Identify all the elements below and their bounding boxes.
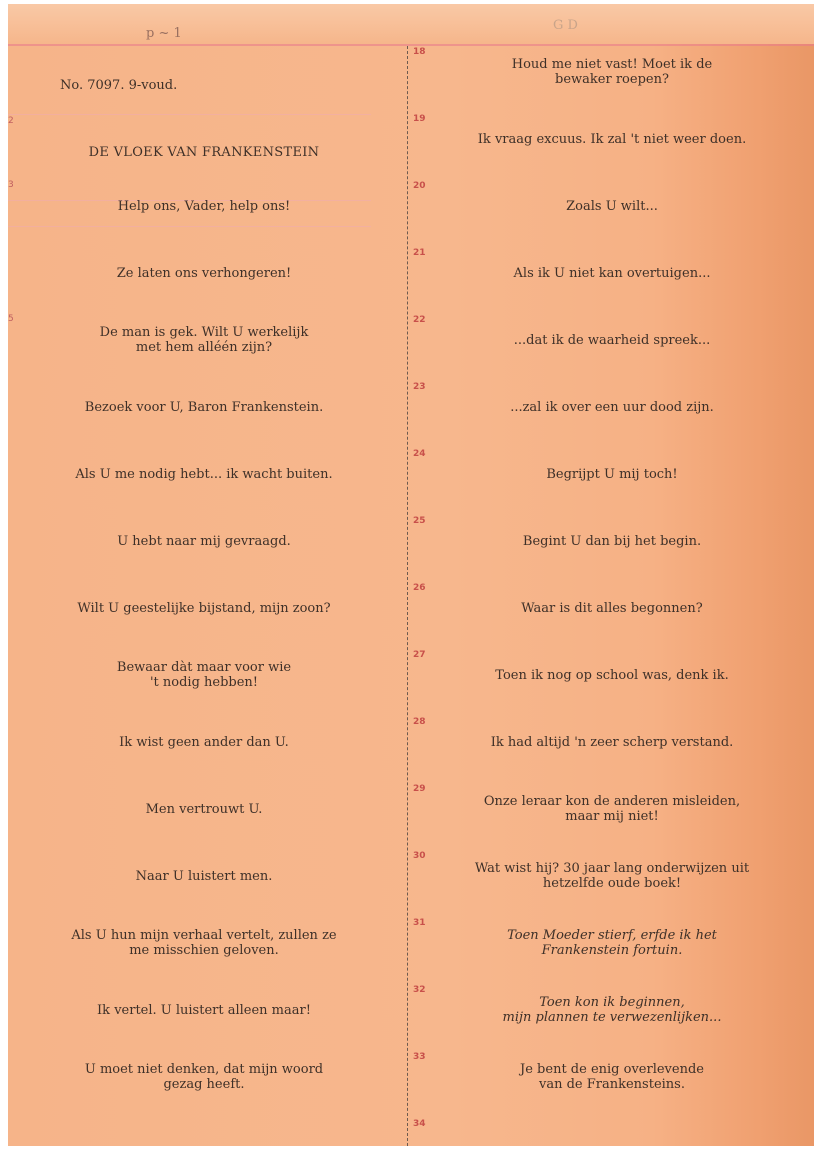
left-subtitle-line: Ik wist geen ander dan U. bbox=[119, 734, 289, 750]
right-subtitle-line: Als ik U niet kan overtuigen... bbox=[513, 265, 711, 281]
left-subtitle-line: Als U me nodig hebt... ik wacht buiten. bbox=[75, 466, 333, 482]
margin-mark: 5 bbox=[8, 314, 14, 324]
left-subtitle-line: Help ons, Vader, help ons! bbox=[117, 198, 291, 214]
line-number: 22 bbox=[413, 315, 426, 325]
left-subtitle-line: Naar U luistert men. bbox=[135, 868, 273, 884]
left-subtitle-line: U hebt naar mij gevraagd. bbox=[117, 533, 291, 549]
document-number: No. 7097. 9-voud. bbox=[60, 78, 178, 93]
line-number: 33 bbox=[413, 1052, 426, 1062]
line-number: 26 bbox=[413, 583, 426, 593]
line-number: 29 bbox=[413, 784, 426, 794]
left-subtitle-line: Ze laten ons verhongeren! bbox=[116, 265, 292, 281]
right-subtitle-line: Wat wist hij? 30 jaar lang onderwijzen uit hetzelfde oude boek! bbox=[474, 861, 750, 891]
right-subtitle-line: Toen kon ik beginnen, mijn plannen te verwezenlijken... bbox=[502, 995, 722, 1025]
right-subtitle-line: Begint U dan bij het begin. bbox=[522, 533, 702, 549]
right-subtitle-line: Begrijpt U mij toch! bbox=[546, 466, 678, 482]
line-number: 34 bbox=[413, 1119, 426, 1129]
handwritten-mark: p ~ 1 bbox=[146, 26, 182, 41]
line-number: 28 bbox=[413, 717, 426, 727]
line-number: 30 bbox=[413, 851, 426, 861]
margin-mark: 2 bbox=[8, 116, 14, 126]
left-subtitle-line: De man is gek. Wilt U werkelijk met hem alléén zijn? bbox=[99, 325, 309, 355]
line-number: 25 bbox=[413, 516, 426, 526]
line-number: 32 bbox=[413, 985, 426, 995]
header-band bbox=[8, 4, 814, 44]
left-subtitle-line: Bezoek voor U, Baron Frankenstein. bbox=[84, 399, 324, 415]
left-subtitle-line: Bewaar dàt maar voor wie 't nodig hebben! bbox=[116, 660, 292, 690]
line-number: 27 bbox=[413, 650, 426, 660]
right-subtitle-line: Ik had altijd 'n zeer scherp verstand. bbox=[490, 734, 734, 750]
right-subtitle-line: Waar is dit alles begonnen? bbox=[521, 600, 703, 616]
right-subtitle-line: Onze leraar kon de anderen misleiden, maar mij niet! bbox=[483, 794, 741, 824]
right-subtitle-line: Zoals U wilt... bbox=[566, 198, 658, 214]
right-subtitle-line: Houd me niet vast! Moet ik de bewaker roepen? bbox=[511, 57, 713, 87]
right-subtitle-line: Toen Moeder stierf, erfde ik het Frankenstein fortuin. bbox=[507, 928, 717, 958]
left-subtitle-line: Ik vertel. U luistert alleen maar! bbox=[97, 1002, 311, 1018]
script-sheet bbox=[8, 4, 814, 1146]
right-subtitle-line: ...zal ik over een uur dood zijn. bbox=[510, 399, 714, 415]
column-divider bbox=[407, 46, 408, 1146]
right-subtitle-line: Ik vraag excuus. Ik zal 't niet weer doen. bbox=[477, 131, 747, 147]
film-title: DE VLOEK VAN FRANKENSTEIN bbox=[88, 145, 320, 160]
faint-rule bbox=[8, 114, 371, 115]
right-subtitle-line: Je bent de enig overlevende van de Frankensteins. bbox=[520, 1062, 704, 1092]
line-number: 23 bbox=[413, 382, 426, 392]
left-subtitle-line: Als U hun mijn verhaal vertelt, zullen ze me misschien geloven. bbox=[71, 928, 337, 958]
left-subtitle-line: U moet niet denken, dat mijn woord gezag heeft. bbox=[84, 1062, 324, 1092]
margin-mark: 3 bbox=[8, 180, 14, 190]
line-number: 20 bbox=[413, 181, 426, 191]
line-number: 21 bbox=[413, 248, 426, 258]
line-number: 31 bbox=[413, 918, 426, 928]
handwritten-mark-right: G D bbox=[553, 18, 578, 33]
line-number: 18 bbox=[413, 47, 426, 57]
left-subtitle-line: Wilt U geestelijke bijstand, mijn zoon? bbox=[77, 600, 331, 616]
left-subtitle-line: Men vertrouwt U. bbox=[145, 801, 263, 817]
line-number: 19 bbox=[413, 114, 426, 124]
line-number: 24 bbox=[413, 449, 426, 459]
right-subtitle-line: ...dat ik de waarheid spreek... bbox=[513, 332, 711, 348]
right-subtitle-line: Toen ik nog op school was, denk ik. bbox=[495, 667, 729, 683]
